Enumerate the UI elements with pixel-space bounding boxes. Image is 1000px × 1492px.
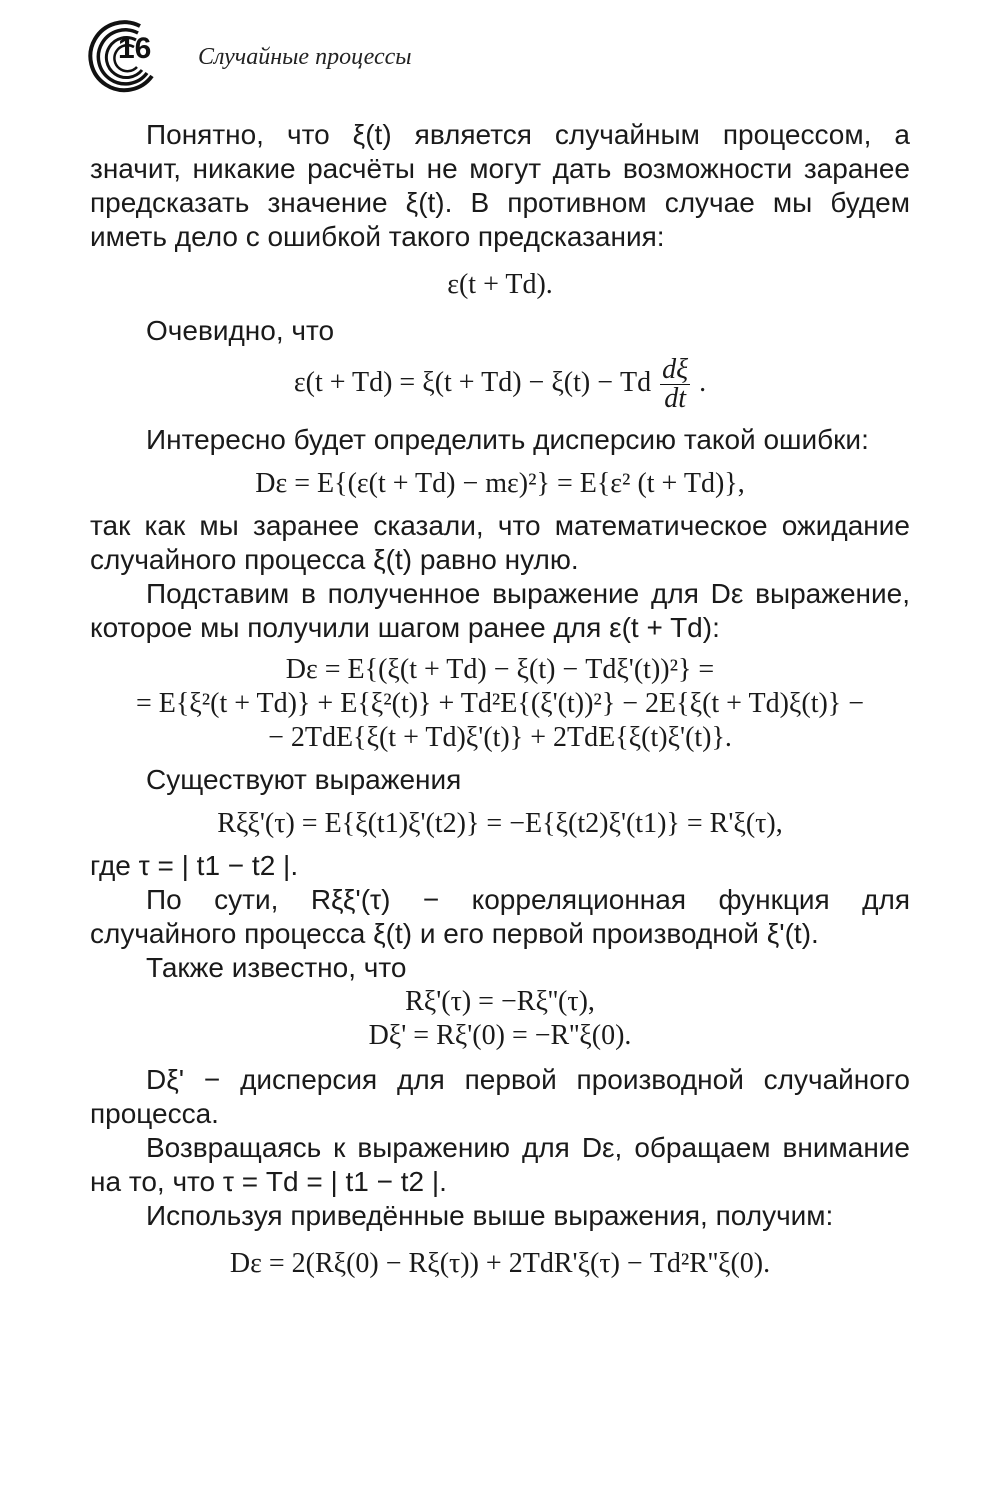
equation: ε(t + Td).	[447, 269, 553, 300]
fraction-denominator: dt	[664, 383, 687, 414]
equation-part: .	[699, 366, 707, 398]
paragraph: где τ = | t1 − t2 |.	[90, 850, 299, 881]
paragraph: Подставим в полученное выражение для Dε выражение, которое мы получили шагом ранее для ε(t + Td):	[90, 578, 910, 643]
equation-line: Dε = E{(ξ(t + Td) − ξ(t) − Tdξ'(t))²} =	[285, 654, 715, 685]
paragraph: Возвращаясь к выражению для Dε, обращаем внимание на то, что τ = Td = | t1 − t2 |.	[90, 1132, 910, 1197]
fraction	[660, 356, 690, 413]
equation	[90, 356, 910, 413]
paragraph: Также известно, что	[146, 952, 407, 983]
paragraph: Интересно будет определить дисперсию такой ошибки:	[146, 424, 869, 455]
paragraph: Существуют выражения	[146, 764, 462, 795]
equation-line: Rξ'(τ) = −Rξ''(τ),	[405, 986, 595, 1017]
equation-line: = E{ξ²(t + Td)} + E{ξ²(t)} + Td²E{(ξ'(t))²} − 2E{ξ(t + Td)ξ(t)} −	[135, 688, 865, 719]
page-header	[80, 18, 920, 98]
equation: Dε = 2(Rξ(0) − Rξ(τ)) + 2TdR'ξ(τ) − Td²R''ξ(0).	[229, 1248, 771, 1279]
fraction-numerator: dξ	[662, 354, 689, 385]
equation: Dε = E{(ε(t + Td) − mε)²} = E{ε² (t + Td)},	[255, 468, 745, 499]
page-number: 16	[118, 32, 152, 65]
paragraph: По сути, Rξξ'(τ) − корреляционная функция для случайного процесса ξ(t) и его первой производной ξ'(t).	[90, 884, 910, 949]
running-title: Случайные процессы	[198, 44, 412, 70]
paragraph: Dξ' − дисперсия для первой производной случайного процесса.	[90, 1064, 910, 1129]
paragraph: Понятно, что ξ(t) является случайным процессом, а значит, никакие расчёты не могут дать возможности заранее предсказать значение ξ(t). В противном случае мы будем иметь дело с ошибкой такого предсказания:	[90, 119, 910, 252]
paragraph: так как мы заранее сказали, что математическое ожидание случайного процесса ξ(t) равно нулю.	[90, 510, 910, 575]
equation: Rξξ'(τ) = E{ξ(t1)ξ'(t2)} = −E{ξ(t2)ξ'(t1)} = R'ξ(τ),	[217, 808, 783, 839]
equation-line: Dξ' = Rξ'(0) = −R''ξ(0).	[368, 1020, 632, 1051]
paragraph: Используя приведённые выше выражения, получим:	[146, 1200, 834, 1231]
equation-part: ε(t + Td) = ξ(t + Td) − ξ(t) − Td	[293, 366, 652, 398]
paragraph: Очевидно, что	[146, 315, 335, 346]
page-body	[90, 118, 910, 1281]
equation-line: − 2TdE{ξ(t + Td)ξ'(t)} + 2TdE{ξ(t)ξ'(t)}.	[268, 722, 732, 753]
